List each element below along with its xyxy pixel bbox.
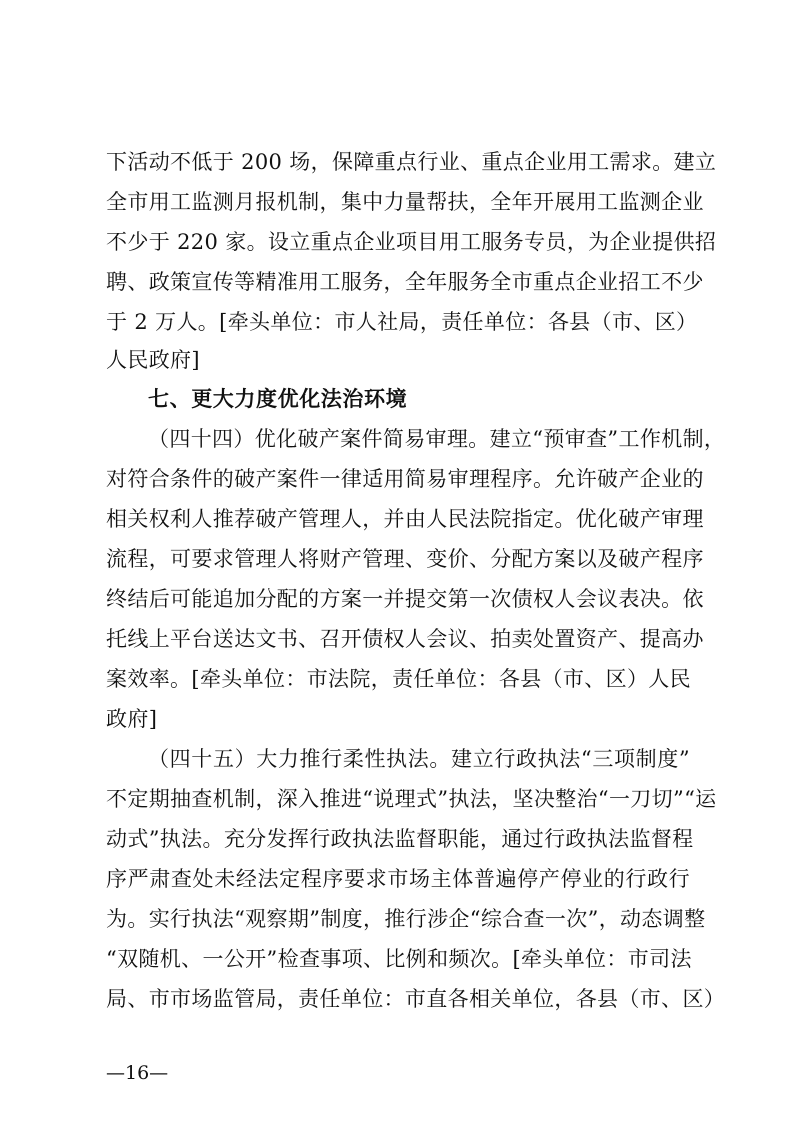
section-heading: 七、更大力度优化法治环境 <box>148 387 408 411</box>
text-line: 对符合条件的破产案件一律适用简易审理程序。允许破产企业的 <box>106 467 704 491</box>
text-line: 流程，可要求管理人将财产管理、变价、分配方案以及破产程序 <box>106 547 704 571</box>
text-line: 下活动不低于 200 场，保障重点行业、重点企业用工需求。建立 <box>106 150 717 174</box>
text-line: 聘、政策宣传等精准用工服务，全年服务全市重点企业招工不少 <box>106 270 704 294</box>
text-line: 终结后可能追加分配的方案一并提交第一次债权人会议表决。依 <box>106 587 704 611</box>
text-line: 相关权利人推荐破产管理人，并由人民法院指定。优化破产审理 <box>106 507 704 531</box>
text-line: 不定期抽查机制，深入推进“说理式”执法，坚决整治“一刀切”“运 <box>106 787 717 811</box>
text-line: 全市用工监测月报机制，集中力量帮扶，全年开展用工监测企业 <box>106 190 704 214</box>
text-line: 案效率。[牵头单位：市法院，责任单位：各县（市、区）人民 <box>106 667 691 691</box>
text-line: 托线上平台送达文书、召开债权人会议、拍卖处置资产、提高办 <box>106 627 704 651</box>
paragraph-first-line: （四十四）优化破产案件简易审理。建立“预审查”工作机制， <box>148 427 726 451</box>
text-line: “双随机、一公开”检查事项、比例和频次。[牵头单位：市司法 <box>106 947 692 971</box>
text-line: 不少于 220 家。设立重点企业项目用工服务专员，为企业提供招 <box>106 230 717 254</box>
text-line: 为。实行执法“观察期”制度，推行涉企“综合查一次”，动态调整 <box>106 907 706 931</box>
page-number: —16— <box>106 1062 169 1084</box>
paragraph-first-line: （四十五）大力推行柔性执法。建立行政执法“三项制度” <box>148 747 690 771</box>
text-line: 序严肃查处未经法定程序要求市场主体普遍停产停业的行政行 <box>106 867 690 891</box>
text-line: 动式”执法。充分发挥行政执法监督职能，通过行政执法监督程 <box>106 827 694 851</box>
text-line: 人民政府] <box>106 348 200 372</box>
text-line: 政府] <box>106 707 158 731</box>
text-line: 于 2 万人。[牵头单位：市人社局，责任单位：各县（市、区） <box>106 310 698 334</box>
text-line: 局、市市场监管局，责任单位：市直各相关单位，各县（市、区） <box>106 987 726 1011</box>
